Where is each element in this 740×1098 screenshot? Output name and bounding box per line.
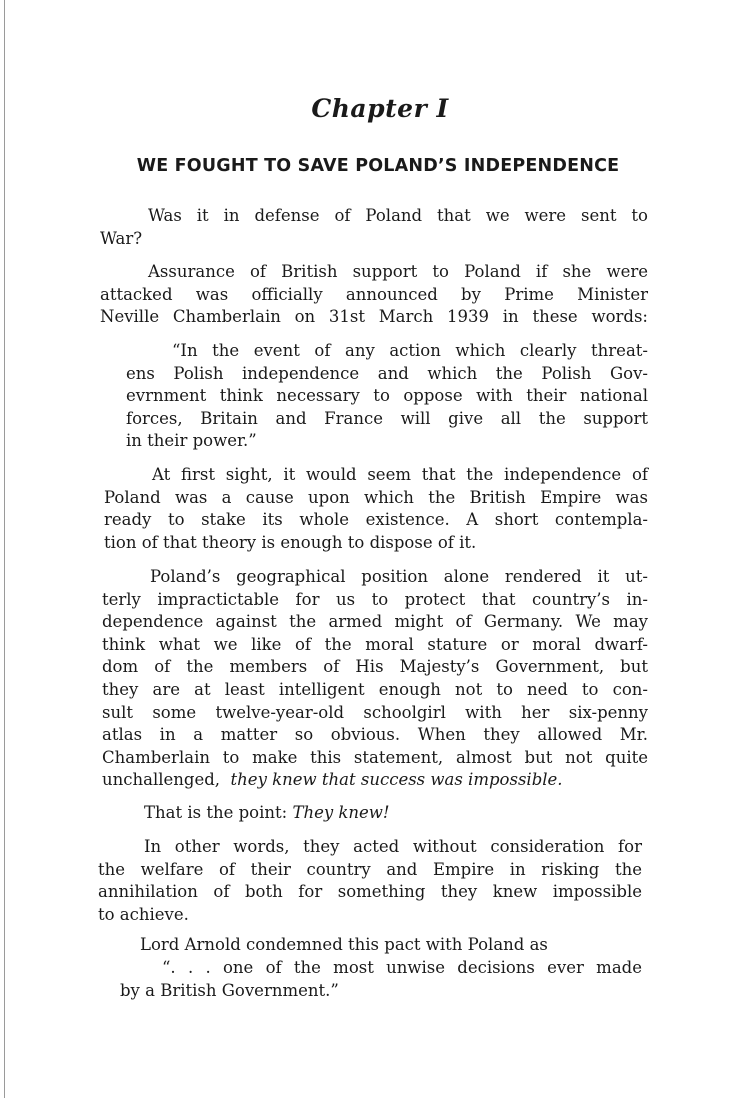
text-line: Poland was a cause upon which the British Empire was: [104, 487, 648, 507]
paragraph-5: [100, 802, 648, 825]
text-line: tion of that theory is enough to dispose of it.: [104, 532, 477, 552]
text-line: forces, Britain and France will give all the support: [126, 408, 648, 428]
text-line: dependence against the armed might of Germany. We may: [102, 612, 648, 632]
text-line: Assurance of British support to Poland if she were: [148, 262, 648, 281]
italic-emphasis: they knew that success was impossible.: [230, 770, 563, 790]
text-line: attacked was officially announced by Prime Minister: [100, 284, 648, 304]
text-line: [102, 769, 648, 792]
block-quote-2: [120, 957, 642, 1002]
paragraph-6: [98, 836, 642, 926]
text-line: War?: [100, 228, 143, 248]
text-line: they are at least intelligent enough not to need to con-: [102, 679, 648, 699]
text-line: Poland’s geographical position alone rendered it ut-: [150, 567, 648, 586]
paragraph-2: [100, 261, 648, 329]
text-line: Chamberlain to make this statement, almost but not quite: [102, 747, 648, 767]
text-line: atlas in a matter so obvious. When they allowed Mr.: [102, 725, 648, 745]
paragraph-1: [100, 205, 648, 250]
text-line: In other words, they acted without consideration for: [144, 837, 642, 856]
section-heading: WE FOUGHT TO SAVE POLAND’S INDEPENDENCE: [136, 156, 620, 176]
italic-emphasis: They knew!: [292, 803, 390, 822]
paragraph-7: [140, 934, 584, 957]
text-line: [100, 802, 648, 825]
text-line: sult some twelve-year-old schoolgirl with her six-penny: [102, 702, 648, 722]
text-line: “In the event of any action which clearly threat-: [172, 341, 648, 360]
paragraph-3: [104, 464, 648, 554]
block-quote-1: [126, 340, 648, 453]
text-line: annihilation of both for something they knew impossible: [98, 882, 642, 902]
text-line: Lord Arnold condemned this pact with Poland as: [140, 935, 548, 954]
paragraph-4: [102, 566, 648, 792]
text-line: think what we like of the moral stature or moral dwarf-: [102, 634, 648, 654]
text-line: dom of the members of His Majesty’s Government, but: [102, 657, 648, 677]
text-segment: unchallenged,: [102, 770, 221, 790]
text-line: the welfare of their country and Empire in risking the: [98, 859, 642, 879]
text-segment: That is the point:: [144, 803, 288, 822]
text-line: ready to stake its whole existence. A short contempla-: [104, 510, 648, 530]
chapter-title: Chapter I: [311, 94, 449, 123]
text-line: At first sight, it would seem that the independence of: [152, 465, 648, 484]
text-line: by a British Government.”: [120, 980, 339, 1000]
text-line: “. . . one of the most unwise decisions ever made: [162, 958, 642, 977]
text-line: terly impractictable for us to protect that country’s in-: [102, 589, 648, 609]
text-line: Neville Chamberlain on 31st March 1939 in these words:: [100, 307, 648, 327]
text-line: in their power.”: [126, 431, 257, 451]
text-line: to achieve.: [98, 904, 189, 924]
text-line: Was it in defense of Poland that we were sent to: [148, 206, 648, 225]
text-line: ens Polish independence and which the Polish Gov-: [126, 363, 648, 383]
text-line: evrnment think necessary to oppose with their national: [126, 386, 648, 406]
page-edge-rule: [4, 0, 5, 1098]
